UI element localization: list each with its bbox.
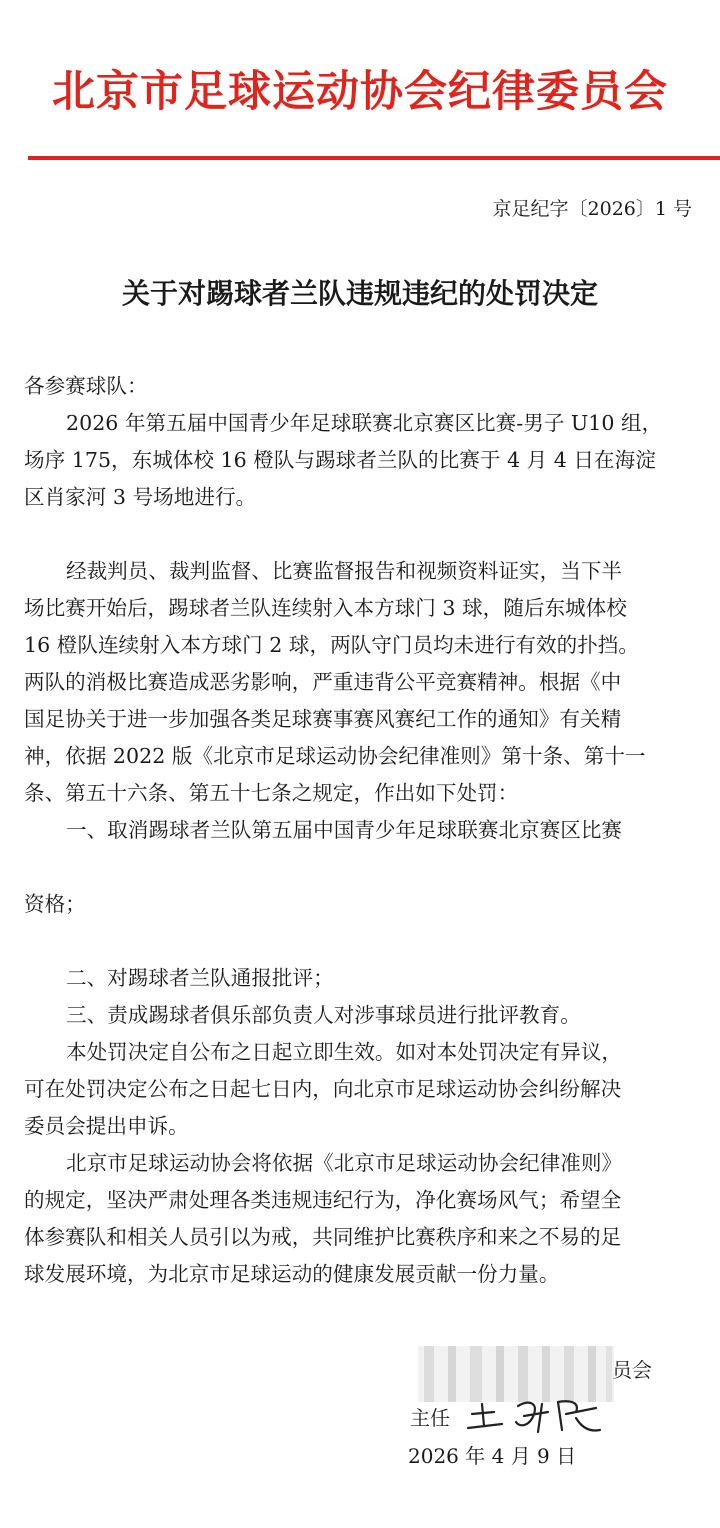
body-line: 可在处罚决定公布之日起七日内，向北京市足球运动协会纠纷解决: [24, 1077, 622, 1101]
body-line: 北京市足球运动协会将依据《北京市足球运动协会纪律准则》: [66, 1151, 623, 1175]
signature-date: 2026 年 4 月 9 日: [408, 1444, 577, 1468]
body-line: 经裁判员、裁判监督、比赛监督报告和视频资料证实，当下半: [66, 559, 623, 583]
body-line: 三、责成踢球者俱乐部负责人对涉事球员进行批评教育。: [66, 1003, 581, 1027]
body-line: 2026 年第五届中国青少年足球联赛北京赛区比赛-男子 U10 组，: [66, 411, 663, 435]
signature-org: 员会: [612, 1358, 652, 1382]
body-line: [24, 516, 696, 553]
body-line: 的规定，坚决严肃处理各类违规违纪行为，净化赛场风气；希望全: [24, 1188, 622, 1212]
body-line: 各参赛球队：: [24, 374, 148, 398]
body-line: 委员会提出申诉。: [24, 1114, 189, 1138]
document-title: 关于对踢球者兰队违规违纪的处罚决定: [121, 277, 598, 310]
document-body: [24, 368, 696, 1293]
body-line: 国足协关于进一步加强各类足球赛事赛风赛纪工作的通知》有关精: [24, 707, 622, 731]
body-line: 16 橙队连续射入本方球门 2 球，两队守门员均未进行有效的扑挡。: [24, 633, 639, 657]
body-line: 资格；: [24, 892, 86, 916]
letterhead-title: 北京市足球运动协会纪律委员会: [52, 67, 668, 117]
handwritten-signature: [458, 1392, 608, 1442]
body-line: 两队的消极比赛造成恶劣影响，严重违背公平竞赛精神。根据《中: [24, 670, 622, 694]
body-line: 体参赛队和相关人员引以为戒，共同维护比赛秩序和来之不易的足: [24, 1225, 622, 1249]
body-line: 条、第五十六条、第五十七条之规定，作出如下处罚：: [24, 781, 519, 805]
signature-role: 主任: [410, 1406, 450, 1430]
body-line: 场序 175，东城体校 16 橙队与踢球者兰队的比赛于 4 月 4 日在海淀: [24, 448, 656, 472]
body-line: 一、取消踢球者兰队第五届中国青少年足球联赛北京赛区比赛: [66, 818, 623, 842]
body-line: 本处罚决定自公布之日起立即生效。如对本处罚决定有异议，: [66, 1040, 623, 1064]
letterhead-divider: [28, 156, 720, 160]
body-line: 场比赛开始后，踢球者兰队连续射入本方球门 3 球，随后东城体校: [24, 596, 627, 620]
body-line: [24, 849, 696, 886]
body-line: [24, 923, 696, 960]
body-line: 二、对踢球者兰队通报批评；: [66, 966, 334, 990]
body-line: 神，依据 2022 版《北京市足球运动协会纪律准则》第十条、第十一: [24, 744, 646, 768]
document-number: 京足纪字〔2026〕1 号: [492, 198, 692, 220]
body-line: 区肖家河 3 号场地进行。: [24, 485, 257, 509]
body-line: 球发展环境，为北京市足球运动的健康发展贡献一份力量。: [24, 1262, 560, 1286]
